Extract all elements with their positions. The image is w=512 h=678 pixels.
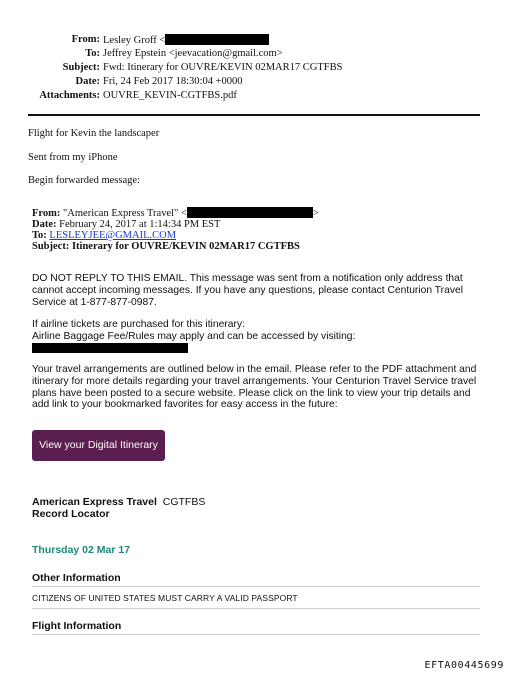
other-info-text: CITIZENS OF UNITED STATES MUST CARRY A VALID PASSPORT (32, 593, 298, 603)
fwd-to-link[interactable]: LESLEYJEE@GMAIL.COM (49, 230, 177, 241)
subject-value: Fwd: Itinerary for OUVRE/KEVIN 02MAR17 CGTFBS (103, 62, 343, 73)
fwd-from-value: "American Express Travel" < (63, 208, 187, 219)
fwd-from-row (32, 207, 319, 220)
fwd-date-label: Date: (32, 219, 57, 230)
body-line-3: Begin forwarded message: (28, 175, 140, 186)
redaction-bar (187, 207, 313, 218)
record-locator-block (32, 496, 205, 520)
other-info-title: Other Information (32, 572, 121, 584)
section-divider (32, 634, 480, 635)
itinerary-date: Thursday 02 Mar 17 (32, 544, 131, 556)
date-value: Fri, 24 Feb 2017 18:30:04 +0000 (103, 76, 243, 87)
airline-line-2: Airline Baggage Fee/Rules may apply and can be accessed by visiting: (32, 331, 356, 342)
section-divider (32, 586, 480, 587)
date-label: Date: (75, 76, 100, 87)
fwd-date-row (32, 219, 220, 231)
attachments-label: Attachments: (39, 90, 100, 101)
from-value: Lesley Groff < (103, 34, 269, 47)
redaction-bar (165, 34, 269, 45)
locator-code: CGTFBS (162, 496, 206, 508)
to-label: To: (85, 48, 100, 59)
attachments-value[interactable]: OUVRE_KEVIN-CGTFBS.pdf (103, 90, 237, 101)
fwd-date-value: February 24, 2017 at 1:14:34 PM EST (59, 219, 221, 230)
airline-line-1: If airline tickets are purchased for this itinerary: (32, 319, 245, 330)
locator-label: Record Locator (32, 508, 110, 520)
fwd-to-label: To: (32, 230, 47, 241)
fwd-to-row (32, 230, 176, 242)
subject-label: Subject: (62, 62, 100, 73)
fwd-subject-label: Subject: (32, 241, 70, 252)
locator-company: American Express Travel (32, 496, 157, 508)
no-reply-notice: DO NOT REPLY TO THIS EMAIL. This message was sent from a notification only address that cannot accept incoming messages. If you have any questions, please contact Centurion Travel Service at 1-877-877-0987. (32, 273, 464, 308)
section-divider (32, 608, 480, 609)
fwd-from-label: From: (32, 208, 61, 219)
fwd-from-close: > (312, 208, 319, 219)
redaction-bar (32, 343, 188, 353)
flight-info-title: Flight Information (32, 620, 122, 632)
body-line-2: Sent from my iPhone (28, 152, 118, 163)
body-line-1: Flight for Kevin the landscaper (28, 128, 160, 139)
arrangements-paragraph: Your travel arrangements are outlined below in the email. Please refer to the PDF attachment and itinerary for more details regarding your travel arrangements. Your Centurion Travel Service travel plans have been posted to a secure website. Please click on the link to view your trip details and add link to your bookmarked favorites for easy access in the future: (32, 364, 477, 411)
header-divider (28, 114, 480, 116)
fwd-subject-row (32, 241, 300, 253)
fwd-subject-value: Itinerary for OUVRE/KEVIN 02MAR17 CGTFBS (71, 241, 300, 252)
view-digital-itinerary-button[interactable]: View your Digital Itinerary (32, 430, 165, 461)
to-value: Jeffrey Epstein <jeevacation@gmail.com> (103, 48, 283, 59)
from-label: From: (71, 34, 100, 45)
document-id: EFTA00445699 (424, 660, 504, 671)
